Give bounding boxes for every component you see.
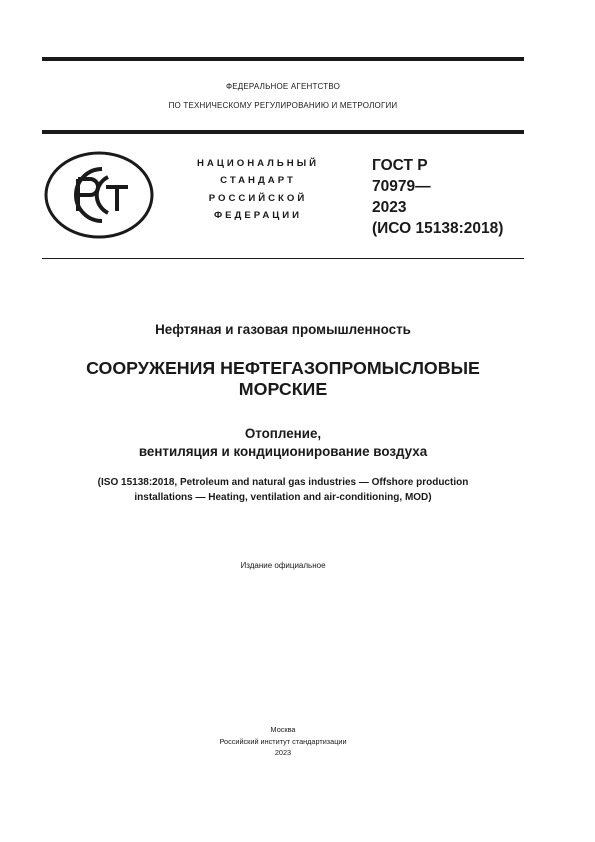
title-line1: СООРУЖЕНИЯ НЕФТЕГАЗОПРОМЫСЛОВЫЕ [86,358,480,378]
agency-name-line1: ФЕДЕРАЛЬНОЕ АГЕНТСТВО [225,82,341,91]
designation-line3: 2023 [372,199,407,216]
standard-designation [372,155,503,239]
header-divider [42,130,524,134]
designation-line4: (ИСО 15138:2018) [372,220,504,237]
top-divider [42,57,524,61]
national-standard-line4: ФЕДЕРАЦИИ [213,210,303,222]
agency-name-line2: ПО ТЕХНИЧЕСКОМУ РЕГУЛИРОВАНИЮ И МЕТРОЛОГИИ [168,101,398,110]
industry-heading: Нефтяная и газовая промышленность [155,322,411,337]
publication-footer [42,724,524,759]
header-bottom-divider [42,258,524,259]
footer-year: 2023 [274,748,292,757]
document-subtitle [42,425,524,461]
subtitle-line1: Отопление, [244,426,322,441]
designation-line2: 70979— [372,178,431,195]
footer-publisher: Российский институт стандартизации [219,736,347,746]
national-standard-label [168,155,348,225]
document-title [42,358,524,400]
iso-reference-line1: (ISO 15138:2018, Petroleum and natural gas industries — Offshore production [97,477,469,488]
iso-reference-line2: installations — Heating, ventilation and air-conditioning, MOD) [134,492,432,503]
footer-city: Москва [270,725,296,734]
title-line2: МОРСКИЕ [238,379,328,399]
iso-reference [42,475,524,505]
subtitle-line2: вентиляция и кондиционирование воздуха [138,444,428,459]
national-standard-line3: РОССИЙСКОЙ [208,192,308,204]
national-standard-line1: НАЦИОНАЛЬНЫЙ [196,158,320,169]
rst-certification-mark-icon [42,149,156,241]
national-standard-line2: СТАНДАРТ [220,175,296,187]
edition-label: Издание официальное [240,561,326,570]
designation-line1: ГОСТ Р [372,157,428,174]
